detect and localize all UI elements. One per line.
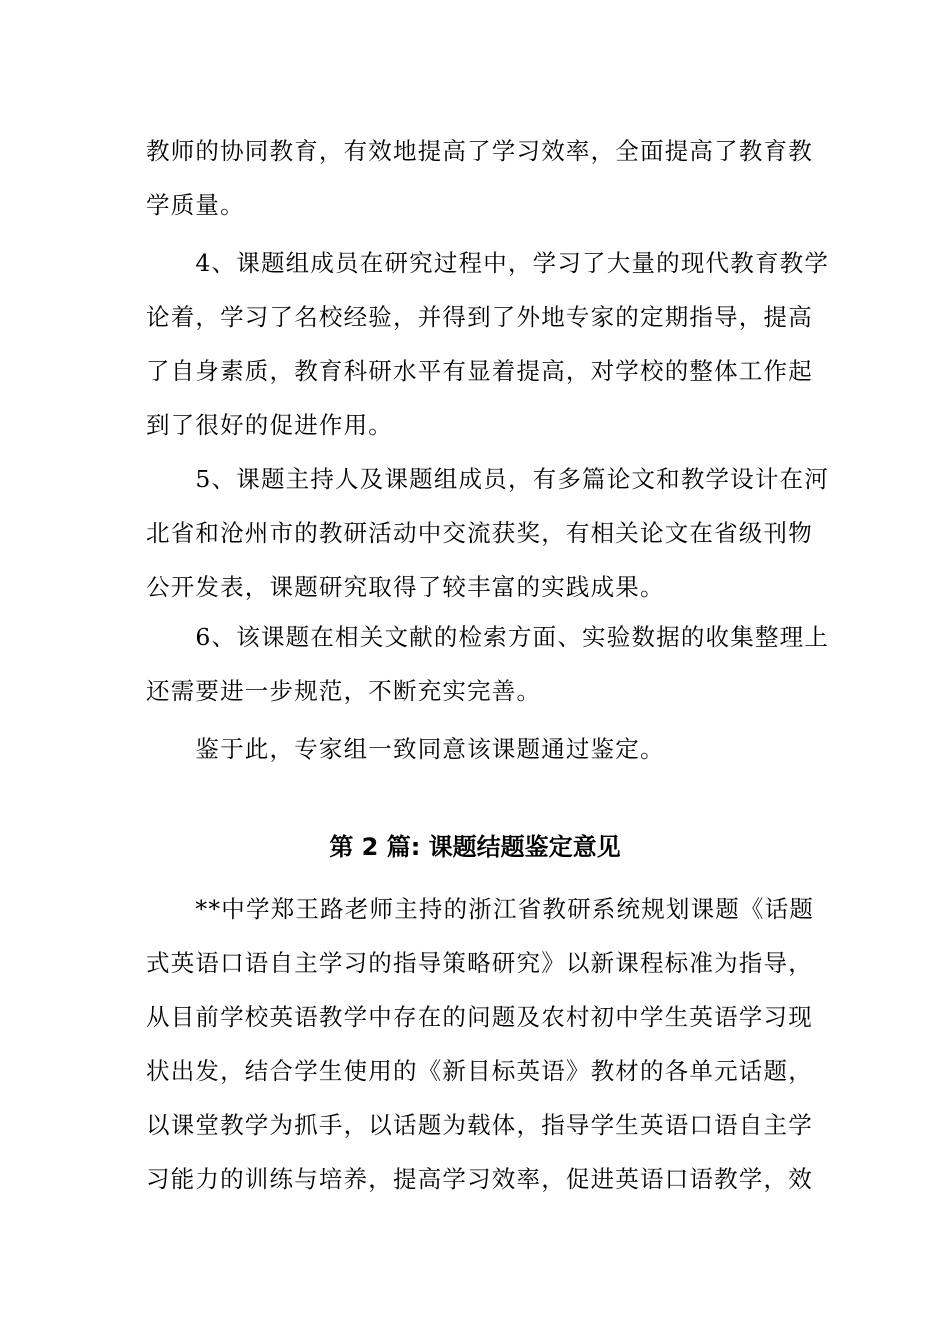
section-heading: 第 2 篇: 课题结题鉴定意见 bbox=[329, 833, 621, 861]
text-line: 北省和沧州市的教研活动中交流获奖，有相关论文在省级刊物 bbox=[146, 519, 813, 547]
text-line: 5、课题主持人及课题组成员，有多篇论文和教学设计在河 bbox=[146, 465, 830, 493]
paragraph-4 bbox=[146, 236, 830, 452]
text-line: 学质量。 bbox=[146, 191, 245, 219]
text-line: 以课堂教学为抓手，以话题为载体，指导学生英语口语自主学 bbox=[146, 1111, 813, 1139]
text-line: 从目前学校英语教学中存在的问题及农村初中学生英语学习现 bbox=[146, 1003, 813, 1031]
text-line: 鉴于此，专家组一致同意该课题通过鉴定。 bbox=[146, 735, 665, 763]
paragraph-section2-1 bbox=[146, 882, 815, 1206]
text-line: 习能力的训练与培养，提高学习效率，促进英语口语教学，效 bbox=[146, 1165, 813, 1193]
paragraph-conclusion bbox=[146, 722, 806, 776]
text-line: 了自身素质，教育科研水平有显着提高，对学校的整体工作起 bbox=[146, 357, 813, 385]
text-line: 还需要进一步规范，不断充实完善。 bbox=[146, 677, 542, 705]
text-line: 教师的协同教育，有效地提高了学习效率，全面提高了教育教 bbox=[146, 137, 813, 165]
paragraph-6 bbox=[146, 610, 830, 718]
text-line: 式英语口语自主学习的指导策略研究》以新课程标准为指导， bbox=[146, 949, 813, 977]
text-line: 状出发，结合学生使用的《新目标英语》教材的各单元话题， bbox=[146, 1057, 813, 1085]
text-line: 6、该课题在相关文献的检索方面、实验数据的收集整理上 bbox=[146, 623, 830, 651]
paragraph-5 bbox=[146, 452, 830, 614]
text-line: 公开发表，课题研究取得了较丰富的实践成果。 bbox=[146, 573, 665, 601]
paragraph-intro bbox=[146, 124, 813, 232]
text-line: **中学郑王路老师主持的浙江省教研系统规划课题《话题 bbox=[146, 895, 815, 923]
text-line: 论着，学习了名校经验，并得到了外地专家的定期指导，提高 bbox=[146, 303, 813, 331]
text-line: 4、课题组成员在研究过程中，学习了大量的现代教育教学 bbox=[146, 249, 830, 277]
text-line: 到了很好的促进作用。 bbox=[146, 411, 393, 439]
